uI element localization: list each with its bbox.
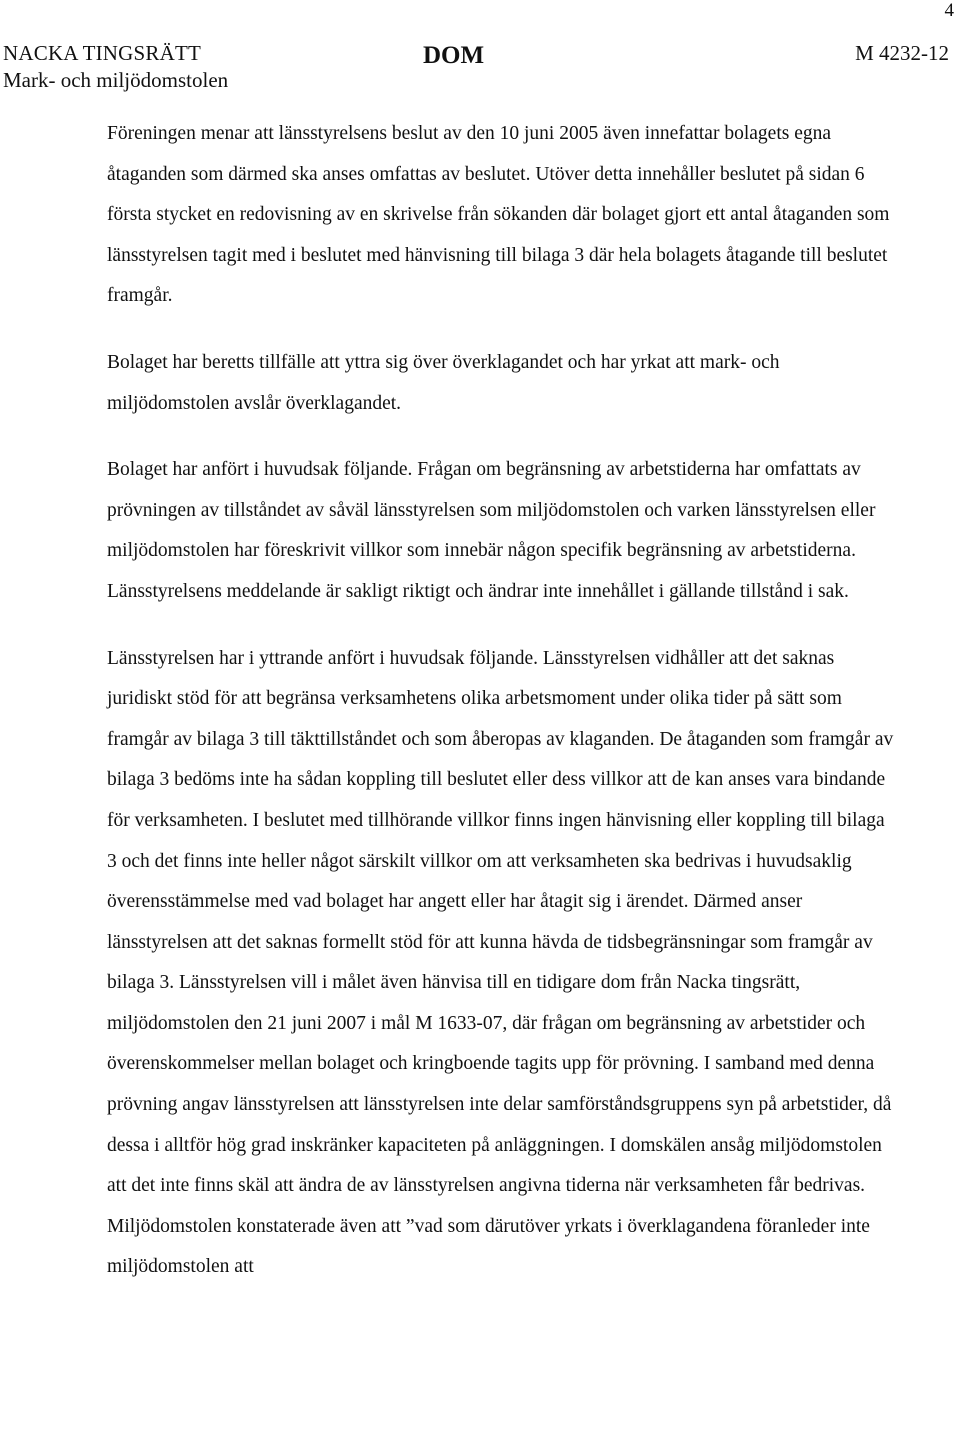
paragraph-company-argument: Bolaget har anfört i huvudsak följande. Frågan om begränsning av arbetstiderna har omfattats av prövningen av tillståndet av såväl länsstyrelsen som miljödomstolen och varken länsstyrelsen eller miljödomstolen har föreskrivit villkor som innebär någon specifik begränsning av arbetstiderna. Länsstyrelsens meddelande är sakligt riktigt och ändrar inte innehållet i gällande tillstånd i sak. bbox=[107, 459, 876, 602]
paragraph-county-board-statement: Länsstyrelsen har i yttrande anfört i huvudsak följande. Länsstyrelsen vidhåller att det saknas juridiskt stöd för att begränsa verksamhetens olika arbetsmoment under olika tider på sätt som framgår av bilaga 3 till täkttillståndet och som åberopas av klaganden. De åtaganden som framgår av bilaga 3 bedöms inte ha sådan koppling till beslutet eller dess villkor att de kan anses vara bindande för verksamheten. I beslutet med tillhörande villkor finns ingen hänvisning eller koppling till bilaga 3 och det finns inte heller något särskilt villkor om att verksamheten ska bedrivas i huvudsaklig överensstämmelse med vad bolaget har angett eller har åtagit sig i ärendet. Därmed anser länsstyrelsen att det saknas formellt stöd för att kunna hävda de tidsbegränsningar som framgår av bilaga 3. Länsstyrelsen vill i målet även hänvisa till en tidigare dom från Nacka tingsrätt, miljödomstolen den 21 juni 2007 i mål M 1633-07, där frågan om begränsning av arbetstider och överenskommelser mellan bolaget och kringboende tagits upp för prövning. I samband med denna prövning angav länsstyrelsen att länsstyrelsen inte delar samförståndsgruppens syn på arbetstider, då dessa i alltför hög grad inskränker kapaciteten på anläggningen. I domskälen ansåg miljödomstolen att det inte finns skäl att ändra de av länsstyrelsen angivna tiderna när verksamheten får bedrivas. Miljödomstolen konstaterade även att ”vad som därutöver yrkats i överklagandena föranleder inte miljödomstolen att bbox=[107, 647, 894, 1278]
page-number: 4 bbox=[944, 0, 954, 21]
case-number: M 4232-12 bbox=[855, 41, 949, 65]
document-type: DOM bbox=[423, 42, 485, 69]
document-body bbox=[107, 114, 897, 1288]
court-name: NACKA TINGSRÄTT bbox=[3, 41, 202, 65]
paragraph-company-response: Bolaget har beretts tillfälle att yttra sig över överklagandet och har yrkat att mark- och miljödomstolen avslår överklagandet. bbox=[107, 351, 780, 414]
court-division: Mark- och miljödomstolen bbox=[3, 68, 229, 92]
paragraph-association-claim: Föreningen menar att länsstyrelsens beslut av den 10 juni 2005 även innefattar bolagets egna åtaganden som därmed ska anses omfattas av beslutet. Utöver detta innehåller beslutet på sidan 6 första stycket en redovisning av en skrivelse från sökanden där bolaget gjort ett antal åtaganden som länsstyrelsen tagit med i beslutet med hänvisning till bilaga 3 där hela bolagets åtagande till beslutet framgår. bbox=[107, 123, 890, 307]
document-header bbox=[3, 41, 949, 97]
